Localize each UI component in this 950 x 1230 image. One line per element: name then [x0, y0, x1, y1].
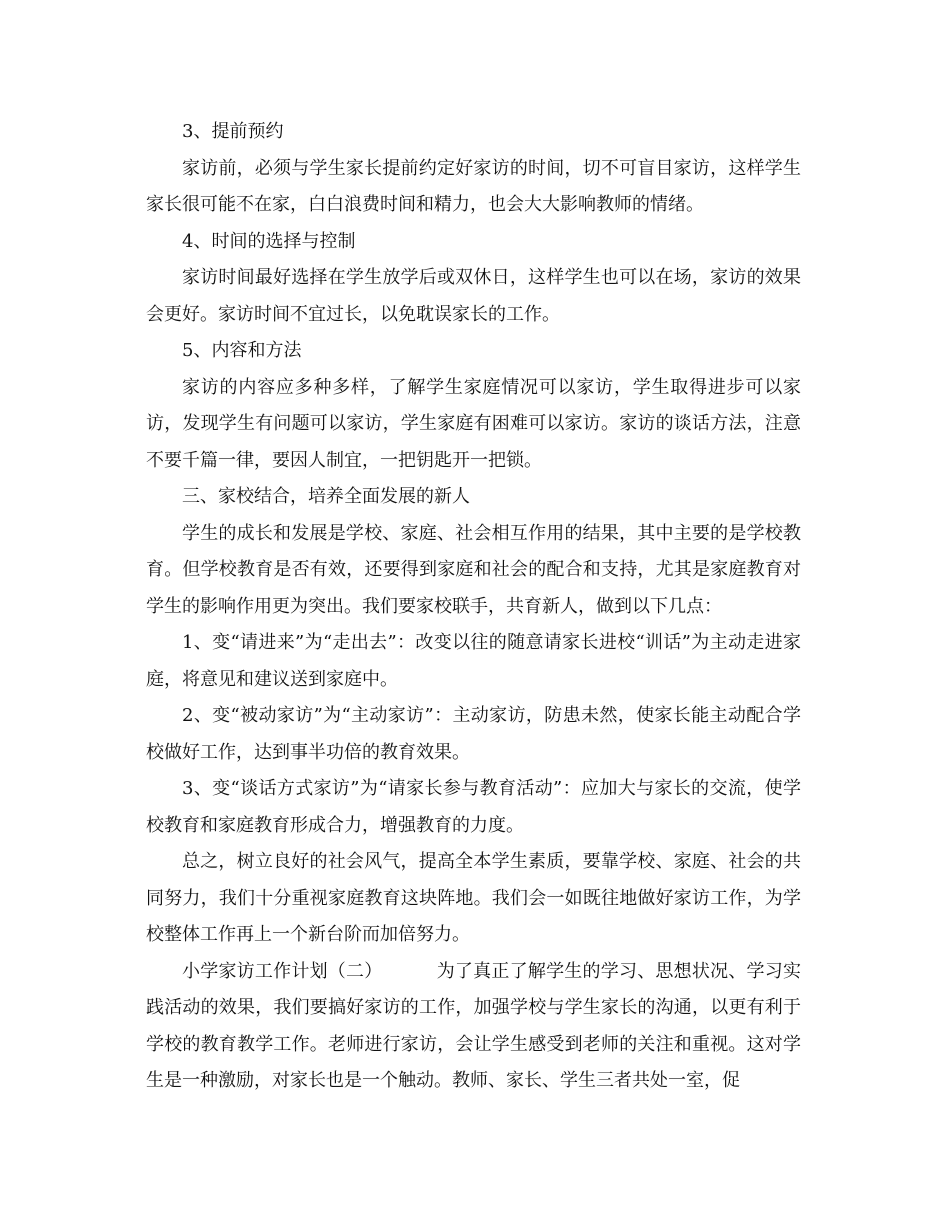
plan-two-title: 小学家访工作计划（二） — [182, 960, 383, 982]
document-body — [146, 114, 801, 1100]
paragraph-plan-two — [146, 954, 801, 1100]
paragraph-content-method: 家访的内容应多种多样，了解学生家庭情况可以家访，学生取得进步可以家访，发现学生有问题可以家访，学生家庭有困难可以家访。家访的谈话方法，注意不要千篇一律，要因人制宜，一把钥匙开一把锁。 — [146, 376, 801, 471]
section-heading-appointment: 3、提前预约 — [182, 121, 284, 142]
paragraph-timing: 家访时间最好选择在学生放学后或双休日，这样学生也可以在场，家访的效果会更好。家访时间不宜过长，以免耽误家长的工作。 — [146, 267, 801, 325]
paragraph-appointment: 家访前，必须与学生家长提前约定好家访的时间，切不可盲目家访，这样学生家长很可能不在家，白白浪费时间和精力，也会大大影响教师的情绪。 — [146, 157, 801, 215]
paragraph-conclusion: 总之，树立良好的社会风气，提高全本学生素质，要靠学校、家庭、社会的共同努力，我们十分重视家庭教育这块阵地。我们会一如既往地做好家访工作，为学校整体工作再上一个新台阶而加倍努力。 — [146, 851, 801, 945]
paragraph-point-2: 2、变“被动家访”为“主动家访”：主动家访，防患未然，使家长能主动配合学校做好工作，达到事半功倍的教育效果。 — [146, 705, 801, 763]
section-heading-timing: 4、时间的选择与控制 — [182, 230, 356, 252]
plan-two-text: 为了真正了解学生的学习、思想状况、学习实践活动的效果，我们要搞好家访的工作，加强学校与学生家长的沟通，以更有利于学校的教育教学工作。老师进行家访，会让学生感受到老师的关注和重视。这对学生是一种激励，对家长也是一个触动。教师、家长、学生三者共处一室，促 — [146, 960, 801, 1091]
section-heading-home-school: 三、家校结合，培养全面发展的新人 — [182, 486, 470, 507]
section-heading-content-method: 5、内容和方法 — [182, 340, 302, 361]
paragraph-home-school: 学生的成长和发展是学校、家庭、社会相互作用的结果，其中主要的是学校教育。但学校教育是否有效，还要得到家庭和社会的配合和支持，尤其是家庭教育对学生的影响作用更为突出。我们要家校联手，共育新人，做到以下几点： — [146, 522, 801, 617]
paragraph-point-1: 1、变“请进来”为“走出去”：改变以往的随意请家长进校“训话”为主动走进家庭，将意见和建议送到家庭中。 — [146, 632, 801, 690]
paragraph-point-3: 3、变“谈话方式家访”为“请家长参与教育活动”：应加大与家长的交流，使学校教育和家庭教育形成合力，增强教育的力度。 — [146, 778, 801, 836]
